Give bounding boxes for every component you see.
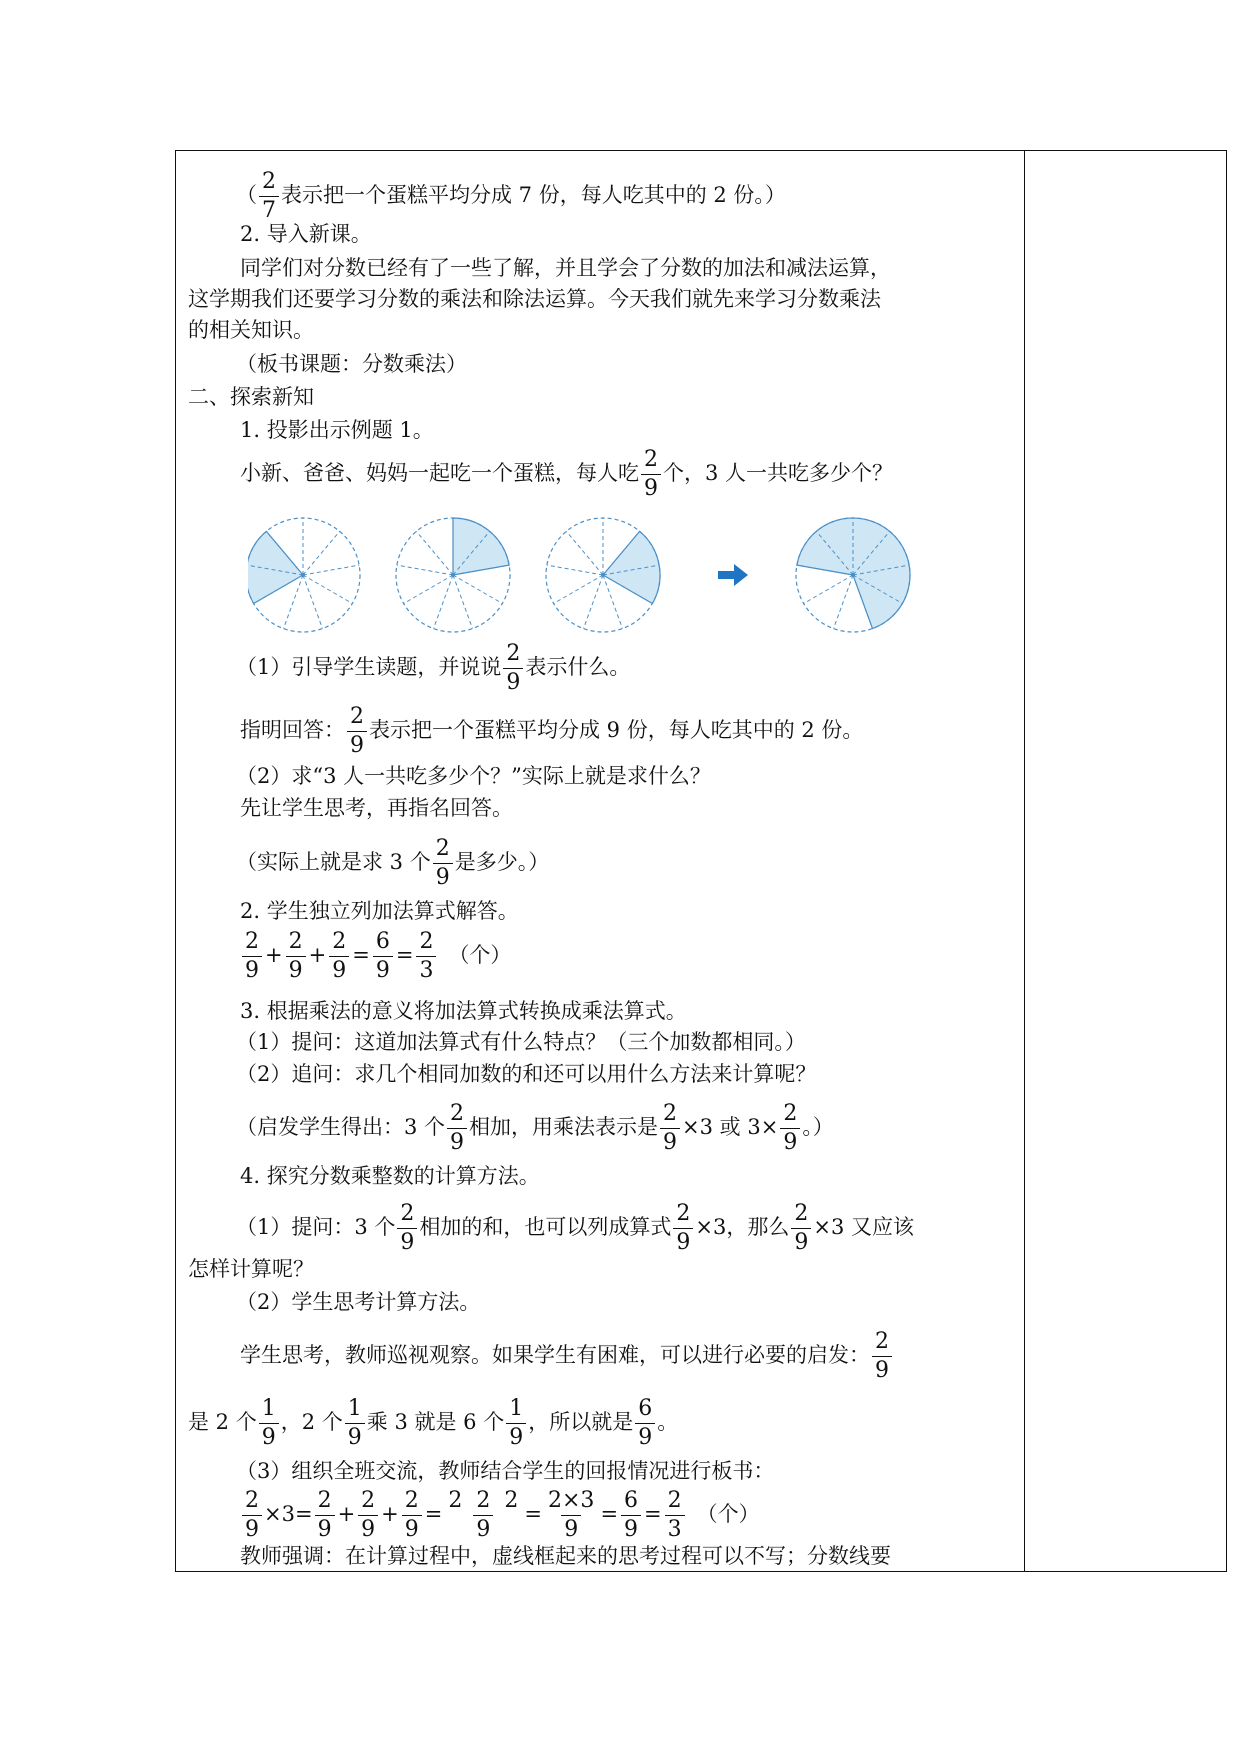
fraction-2-9: $\frac{2}{9}$ <box>503 641 523 696</box>
line-13: 先让学生思考，再指名回答。 <box>240 796 513 820</box>
slice-divider <box>554 575 603 604</box>
line-26: 是 2 个 $\frac{1}{9}$ ，2 个 $\frac{1}{9}$ 乘 3 就是 6 个 $\frac{1}{9}$ ，所以就是 $\frac{6}{9}$ 。 <box>188 1396 679 1450</box>
slice-divider <box>584 575 603 629</box>
line-1: （ $\frac{2}{7}$ 表示把一个蛋糕平均分成 7 份，每人吃其中的 2 份。） <box>236 169 786 223</box>
line-4: 这学期我们还要学习分数的乘法和除法运算。今天我们就先来学习分数乘法 <box>188 287 881 311</box>
line-6: （板书课题：分数乘法） <box>236 352 467 376</box>
slice-divider <box>397 565 453 575</box>
cake-center <box>301 573 305 577</box>
slice-divider <box>303 575 352 604</box>
slice-divider <box>303 565 359 575</box>
line-24: （2）学生思考计算方法。 <box>236 1290 481 1314</box>
line-8: 1. 投影出示例题 1。 <box>240 418 434 442</box>
slice-divider <box>303 575 322 629</box>
slice-divider <box>453 575 472 629</box>
line-12: （2）求“3 人一共吃多少个？”实际上就是求什么？ <box>236 764 711 788</box>
line-9: 小新、爸爸、妈妈一起吃一个蛋糕，每人吃 $\frac{2}{9}$ 个，3 人一共吃多少个？ <box>240 447 894 501</box>
line-14: （实际上就是求 3 个 $\frac{2}{9}$ 是多少。） <box>236 836 550 890</box>
shaded-slice <box>453 518 509 575</box>
multiplication-equation: $\frac{2}{9}$ ×3= $\frac{2}{9}$ + $\frac{2}{9}$ + $\frac{2}{9}$ = $\frac{2​ 2 2}{9}$ = $\frac{2\times 3}{9}$ = $\frac{6}{9}$ = $\frac{2}{3}$ （个） <box>240 1488 760 1543</box>
line-2: 2. 导入新课。 <box>240 222 372 246</box>
fraction-2-7: $\frac{2}{7}$ <box>259 169 279 224</box>
section-title: 二、探索新知 <box>188 385 314 409</box>
line-15: 2. 学生独立列加法算式解答。 <box>240 899 519 923</box>
cake-center <box>851 573 855 577</box>
slice-divider <box>404 575 453 604</box>
column-divider <box>1024 151 1025 1571</box>
line-10: （1）引导学生读题，并说说 $\frac{2}{9}$ 表示什么。 <box>236 641 631 695</box>
line-27: （3）组织全班交流，教师结合学生的回报情况进行板书： <box>236 1459 775 1483</box>
line-22: （1）提问：3 个 $\frac{2}{9}$ 相加的和，也可以列成算式 $\frac{2}{9}$ ×3，那么 $\frac{2}{9}$ ×3 又应该 <box>236 1201 915 1255</box>
slice-divider <box>303 531 340 575</box>
cake-center <box>601 573 605 577</box>
slice-divider <box>416 531 453 575</box>
lesson-table <box>175 150 1227 1572</box>
cake-diagram <box>248 511 1028 641</box>
line-21: 4. 探究分数乘整数的计算方法。 <box>240 1164 540 1188</box>
slice-divider <box>834 575 853 629</box>
slice-divider <box>804 575 853 604</box>
slice-divider <box>547 565 603 575</box>
line-3: 同学们对分数已经有了一些了解，并且学会了分数的加法和减法运算， <box>240 256 891 280</box>
line-17: 3. 根据乘法的意义将加法算式转换成乘法算式。 <box>240 999 687 1023</box>
lesson-cell <box>188 151 1018 1571</box>
line-20: （启发学生得出：3 个 $\frac{2}{9}$ 相加，用乘法表示是 $\frac{2}{9}$ ×3 或 3× $\frac{2}{9}$ 。） <box>236 1101 834 1155</box>
addition-equation: $\frac{2}{9}$ + $\frac{2}{9}$ + $\frac{2}{9}$ = $\frac{6}{9}$ = $\frac{2}{3}$ （个） <box>240 929 511 984</box>
shaded-slice <box>603 531 660 603</box>
dashed-step: $\frac{2​ 2 2}{9}$ <box>448 1488 519 1542</box>
fraction-2-9: $\frac{2}{9}$ <box>347 704 367 759</box>
line-29: 教师强调：在计算过程中，虚线框起来的思考过程可以不写；分数线要 <box>240 1544 891 1568</box>
fraction-2-9: $\frac{2}{9}$ <box>641 447 661 502</box>
slice-divider <box>566 531 603 575</box>
fraction-2-9: $\frac{2}{9}$ <box>433 836 453 891</box>
slice-divider <box>453 575 502 604</box>
line-11: 指明回答： $\frac{2}{9}$ 表示把一个蛋糕平均分成 9 份，每人吃其中的 2 份。 <box>240 704 864 758</box>
slice-divider <box>434 575 453 629</box>
line-5: 的相关知识。 <box>188 318 314 342</box>
line-18: （1）提问：这道加法算式有什么特点？（三个加数都相同。） <box>236 1030 806 1054</box>
cake-group <box>248 518 910 632</box>
line-23: 怎样计算呢？ <box>188 1257 314 1281</box>
line-25: 学生思考，教师巡视观察。如果学生有困难，可以进行必要的启发： $\frac{2}{9}$ <box>240 1329 894 1384</box>
line-19: （2）追问：求几个相同加数的和还可以用什么方法来计算呢？ <box>236 1062 817 1086</box>
cake-center <box>451 573 455 577</box>
arrow-icon <box>718 564 748 586</box>
